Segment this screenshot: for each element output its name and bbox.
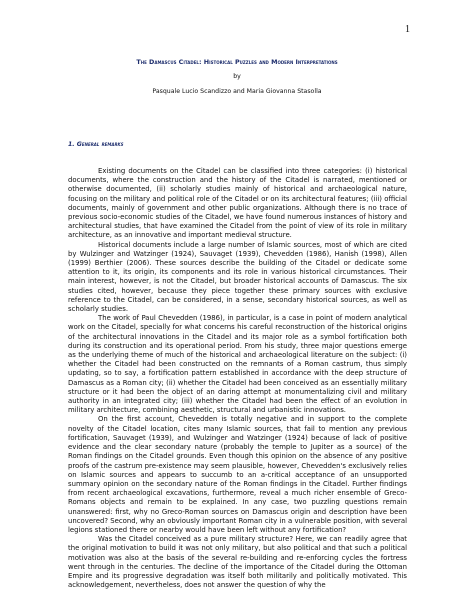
- paper-title: The Damascus Citadel: Historical Puzzles and Modern Interpretations: [136, 58, 338, 66]
- byline-by: by: [233, 73, 241, 80]
- paragraph: The work of Paul Chevedden (1986), in particular, is a case in point of modern analytical work on the Citadel, specially for what concerns his careful reconstruction of the historical origins of the architectural innovations in the Citadel and its major role as a symbol fortification both during its construction and its operational period. From his study, three major questions emerge as the underlying theme of much of the historical and archaeological literature on the subject: (i) whether the Citadel had been constructed on the remnants of a Roman castrum, thus simply updating, so to say, a fortification pattern established in accordance with the deep structure of Damascus as a Roman city; (ii) whether the Citadel had been conceived as an essentially military structure or it had been the object of an daring attempt at monumentalizing civil and military authority in an integrated city; (iii) whether the Citadel had been the effect of an evolution in military architecture, combining aesthetic, structural and urbanistic innovations.: [68, 314, 407, 415]
- paragraph: Existing documents on the Citadel can be classified into three categories: (i) historical documents, where the construction and the history of the Citadel is narrated, mentioned or otherwise documented, (ii) scholarly studies mainly of historical and archaeological nature, focusing on the military and political role of the Citadel or on its architectural features; (iii) official documents, mainly of government and other public organizations. Although there is no trace of previous socio-economic studies of the Citadel, we have found numerous instances of history and architectural studies, that have examined the Citadel from the point of view of its role in military architecture, as an innovative and important medieval structure.: [68, 167, 407, 240]
- page-number: 1: [405, 24, 410, 35]
- authors: Pasquale Lucio Scandizzo and Maria Giovanna Stasolla: [152, 88, 322, 95]
- paragraph: Historical documents include a large number of Islamic sources, most of which are cited by Wulzinger and Watzinger (1924), Sauvaget (1939), Chevedden (1986), Hanish (1998), Allen (1999) Berthier (2006). These sources describe the building of the Citadel or dedicate some attention to it, its origin, its components and its role in various historical circumstances. Their main interest, however, is not the Citadel, but broader historical accounts of Damascus. The six studies cited, however, because they piece together these primary sources with exclusive reference to the Citadel, can be considered, in a sense, secondary historical sources, as well as scholarly studies.: [68, 240, 407, 314]
- paragraph: On the first account, Chevedden is totally negative and in support to the complete novelty of the Citadel location, cites many Islamic sources, that fail to mention any previous fortification, Sauvaget (1939), and Wulzinger and Watzinger (1924) because of lack of positive evidence and the clear secondary nature (probably the temple to Jupiter as a source) of the Roman findings on the Citadel grounds. Even though this opinion on the absence of any positive proofs of the castrum pre-existence may seem plausible, however, Chevedden's exclusively relies on Islamic sources and appears to succumb to an a-critical acceptance of an unsupported summary opinion on the secondary nature of the Roman findings in the Citadel. Further findings from recent archaeological excavations, furthermore, reveal a much richer ensemble of Greco-Romans objects and remain to be explained. In any case, two puzzling questions remain unanswered: first, why no Greco-Roman sources on Damascus origin and description have been uncovered? Second, why an obviously important Roman city in a vulnerable position, with several legions stationed there or nearby would have been left without any fortification?: [68, 415, 407, 534]
- paragraph: Was the Citadel conceived as a pure military structure? Here, we can readily agree that the original motivation to build it was not only military, but also political and that such a political motivation was also at the basis of the several re-building and re-enforcing cycles the fortress went through in the centuries. The decline of the importance of the Citadel during the Ottoman Empire and its progressive degradation was itself both militarily and politically motivated. This acknowledgement, nevertheless, does not answer the question of why the: [68, 535, 407, 590]
- body-text: [68, 167, 407, 590]
- section-heading: 1. General remarks: [68, 141, 124, 148]
